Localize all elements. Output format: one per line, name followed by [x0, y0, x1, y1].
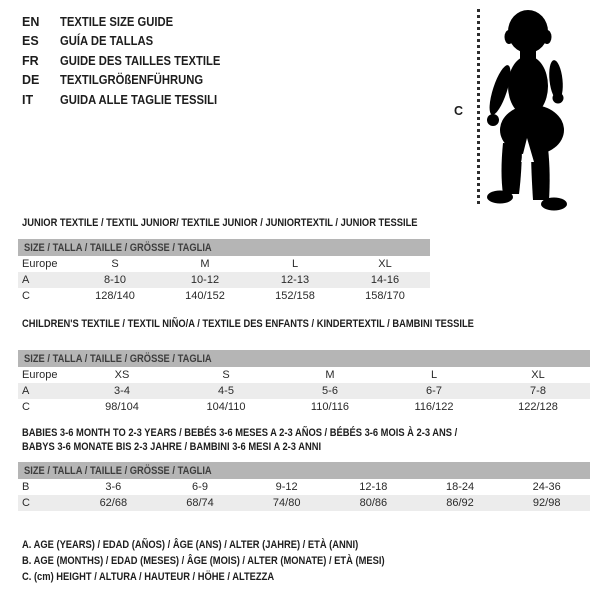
lang-code: ES	[22, 34, 39, 49]
cell: 116/122	[414, 401, 454, 413]
cell: S	[111, 258, 119, 270]
cell: 62/68	[99, 497, 128, 509]
cell: 14-16	[370, 274, 400, 286]
cell: 4-5	[218, 385, 234, 397]
cell: XL	[531, 369, 545, 381]
junior-table-title: JUNIOR TEXTILE / TEXTIL JUNIOR/ TEXTILE JUNIOR / JUNIORTEXTIL / JUNIOR TESSILE	[22, 217, 418, 229]
cell: 18-24	[445, 481, 475, 493]
lang-row-de	[22, 71, 238, 91]
lang-title: GUÍA DE TALLAS	[60, 34, 154, 49]
note-height-cm: C. (cm) HEIGHT / ALTURA / HAUTEUR / HÖHE / ALTEZZA	[22, 571, 275, 583]
size-header-bar	[18, 350, 590, 367]
lang-row-it	[22, 90, 238, 110]
table-row	[18, 256, 430, 272]
babies-table	[18, 462, 590, 511]
cell: XL	[378, 258, 392, 270]
height-measure-dashed-line	[477, 9, 480, 206]
cell: 80/86	[359, 497, 388, 509]
size-header-label: SIZE / TALLA / TAILLE / GRÖSSE / TAGLIA	[24, 464, 212, 477]
lang-row-en	[22, 12, 238, 32]
cell: 98/104	[105, 401, 139, 413]
lang-code: FR	[22, 53, 39, 68]
children-table-title: CHILDREN'S TEXTILE / TEXTIL NIÑO/A / TEXTILE DES ENFANTS / KINDERTEXTIL / BAMBINI TESSILE	[22, 318, 474, 330]
babies-table-title: BABIES 3-6 MONTH TO 2-3 YEARS / BEBÉS 3-6 MESES A 2-3 AÑOS / BÉBÉS 3-6 MOIS À 2-3 ANS / BABYS 3-6 MONATE BIS 2-3 JAHRE / BAMBINI 3-6 MESI A 2-3 ANNI	[22, 427, 458, 453]
table-row	[18, 495, 590, 511]
size-header-bar	[18, 239, 430, 256]
cell: 6-7	[426, 385, 442, 397]
cell: 140/152	[185, 290, 225, 302]
cell: 158/170	[365, 290, 405, 302]
cell: M	[325, 369, 335, 381]
note-age-months: B. AGE (MONTHS) / EDAD (MESES) / ÂGE (MOIS) / ALTER (MONATE) / ETÀ (MESI)	[22, 555, 385, 567]
lang-code: IT	[22, 92, 34, 107]
cell: 74/80	[272, 497, 301, 509]
note-age-years: A. AGE (YEARS) / EDAD (AÑOS) / ÂGE (ANS) / ALTER (JAHRE) / ETÀ (ANNI)	[22, 539, 359, 551]
legend-notes	[22, 537, 449, 585]
cell: 10-12	[190, 274, 220, 286]
lang-title: TEXTILE SIZE GUIDE	[60, 14, 174, 29]
lang-title: GUIDA ALLE TAGLIE TESSILI	[60, 92, 218, 107]
row-label: A	[22, 274, 30, 286]
row-label: Europe	[22, 369, 58, 381]
cell: L	[430, 369, 438, 381]
table-row	[18, 399, 590, 415]
table-row	[18, 288, 430, 304]
cell: S	[222, 369, 230, 381]
cell: 12-13	[280, 274, 310, 286]
lang-title: GUIDE DES TAILLES TEXTILE	[60, 53, 221, 68]
cell: 3-6	[105, 481, 122, 493]
cell: 9-12	[275, 481, 298, 493]
cell: M	[200, 258, 210, 270]
size-header-bar	[18, 462, 590, 479]
cell: 152/158	[275, 290, 315, 302]
row-label: A	[22, 385, 30, 397]
table-row	[18, 479, 590, 495]
cell: 6-9	[192, 481, 208, 493]
cell: 7-8	[530, 385, 546, 397]
junior-table	[18, 239, 430, 304]
cell: 92/98	[532, 497, 561, 509]
row-label: Europe	[22, 258, 58, 270]
cell: 68/74	[186, 497, 214, 509]
lang-row-fr	[22, 51, 238, 71]
table-row	[18, 367, 590, 383]
row-label: C	[22, 290, 30, 302]
cell: 122/128	[518, 401, 558, 413]
cell: 12-18	[359, 481, 388, 493]
children-table	[18, 350, 590, 415]
baby-silhouette-icon	[486, 8, 570, 212]
table-row	[18, 383, 590, 399]
size-header-label: SIZE / TALLA / TAILLE / GRÖSSE / TAGLIA	[24, 241, 212, 254]
cell: 8-10	[103, 274, 127, 286]
cell: 5-6	[322, 385, 338, 397]
height-measure-label: C	[454, 104, 464, 118]
cell: XS	[114, 369, 130, 381]
cell: 110/116	[310, 401, 350, 413]
table-row	[18, 272, 430, 288]
lang-row-es	[22, 32, 238, 52]
cell: 24-36	[532, 481, 561, 493]
row-label: C	[22, 497, 30, 509]
cell: 3-4	[114, 385, 130, 397]
cell: 128/140	[95, 290, 135, 302]
cell: 104/110	[206, 401, 246, 413]
lang-code: DE	[22, 73, 40, 88]
row-label: C	[22, 401, 30, 413]
row-label: B	[22, 481, 30, 493]
lang-title: TEXTILGRÖßENFÜHRUNG	[60, 73, 204, 88]
cell: L	[291, 258, 299, 270]
size-header-label: SIZE / TALLA / TAILLE / GRÖSSE / TAGLIA	[24, 352, 212, 365]
language-legend	[22, 12, 238, 110]
lang-code: EN	[22, 14, 40, 29]
cell: 86/92	[446, 497, 474, 509]
